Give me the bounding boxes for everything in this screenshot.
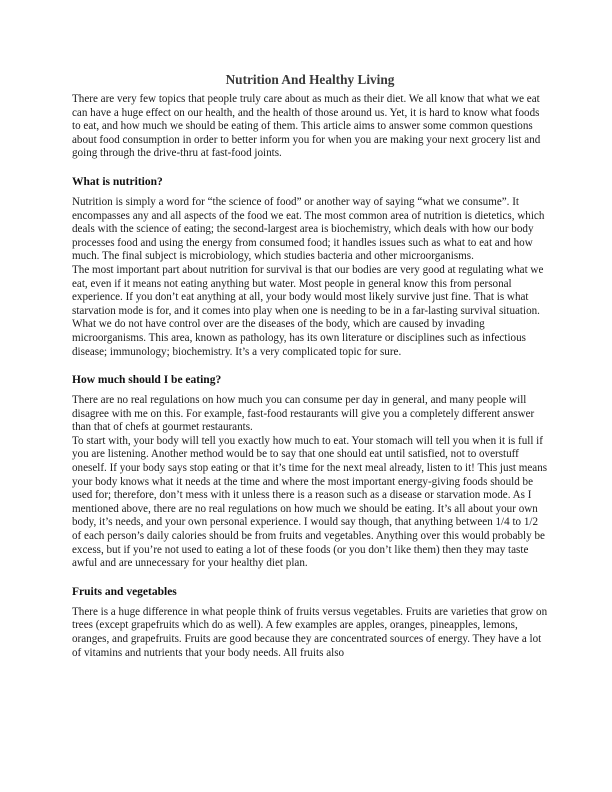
intro-paragraph: There are very few topics that people truly care about as much as their diet. We all know that what we eat can have a huge effect on our health, and the health of those around us. Yet, it is hard to know what foods to eat, and how much we should be eating of them. This article aims to answer some common questions about food consumption in order to better inform you for when you are making your next grocery list and going through the drive-thru at fast-food joints.	[72, 93, 541, 160]
paragraph: Nutrition is simply a word for “the science of food” or another way of saying “what we consume”. It encompasses any and all aspects of the food we eat. The most common area of nutrition is dietetics, which deals with the science of eating; the second-largest area is biochemistry, which deals with how our body processes food and using the energy from consumed food; it handles issues such as what to eat and how much. The final subject is microbiology, which studies bacteria and other microorganisms.	[72, 195, 545, 263]
paragraph: The most important part about nutrition for survival is that our bodies are very good at regulating what we eat, even if it means not eating anything but water. Most people in general know this from personal experience. If you don’t eat anything at all, your body would most likely survive just fine. That is what starvation mode is for, and it comes into play when one is needing to be in a far-lasting survival situation.	[72, 263, 544, 317]
paragraph: There are no real regulations on how much you can consume per day in general, and many people will disagree with me on this. For example, fast-food restaurants will give you a completely different answer than that of chefs at gourmet restaurants.	[72, 394, 535, 434]
section-heading-what-is-nutrition: What is nutrition?	[72, 175, 163, 188]
paragraph: To start with, your body will tell you exactly how much to eat. Your stomach will tell you when it is full if you are listening. Another method would be to say that one should eat until satisfied, not to overstuff oneself. If your body says stop eating or that it’s time for the next meal already, listen to it! This just means your body knows what it needs at the time and where the most important energy-giving foods should be used for; therefore, don’t mess with it unless there is a reason such as a disease or starvation mode. As I mentioned above, there are no real regulations on how much we should be eating. It’s all about your own body, it’s needs, and your own personal experience. I would say though, that anything between 1/4 to 1/2 of each person’s daily calories should be from fruits and vegetables. Anything over this would probably be excess, but if you’re not used to eating a lot of these foods (or you don’t like them) then they may taste awful and are unnecessary for your healthy diet plan.	[72, 434, 548, 570]
document-page	[72, 72, 548, 660]
paragraph: What we do not have control over are the diseases of the body, which are caused by invading microorganisms. This area, known as pathology, has its own literature or disciplines such as infectious disease; immunology; biochemistry. It’s a very complicated topic for sure.	[72, 318, 526, 358]
section-heading-fruits-vegetables: Fruits and vegetables	[72, 585, 177, 598]
paragraph: There is a huge difference in what people think of fruits versus vegetables. Fruits are varieties that grow on trees (except grapefruits which do as well). A few examples are apples, oranges, pineapples, lemons, oranges, and grapefruits. Fruits are good because they are concentrated sources of energy. They have a lot of vitamins and nutrients that your body needs. All fruits also	[72, 605, 548, 659]
document-title: Nutrition And Healthy Living	[225, 72, 395, 87]
section-heading-how-much-eating: How much should I be eating?	[72, 374, 222, 387]
